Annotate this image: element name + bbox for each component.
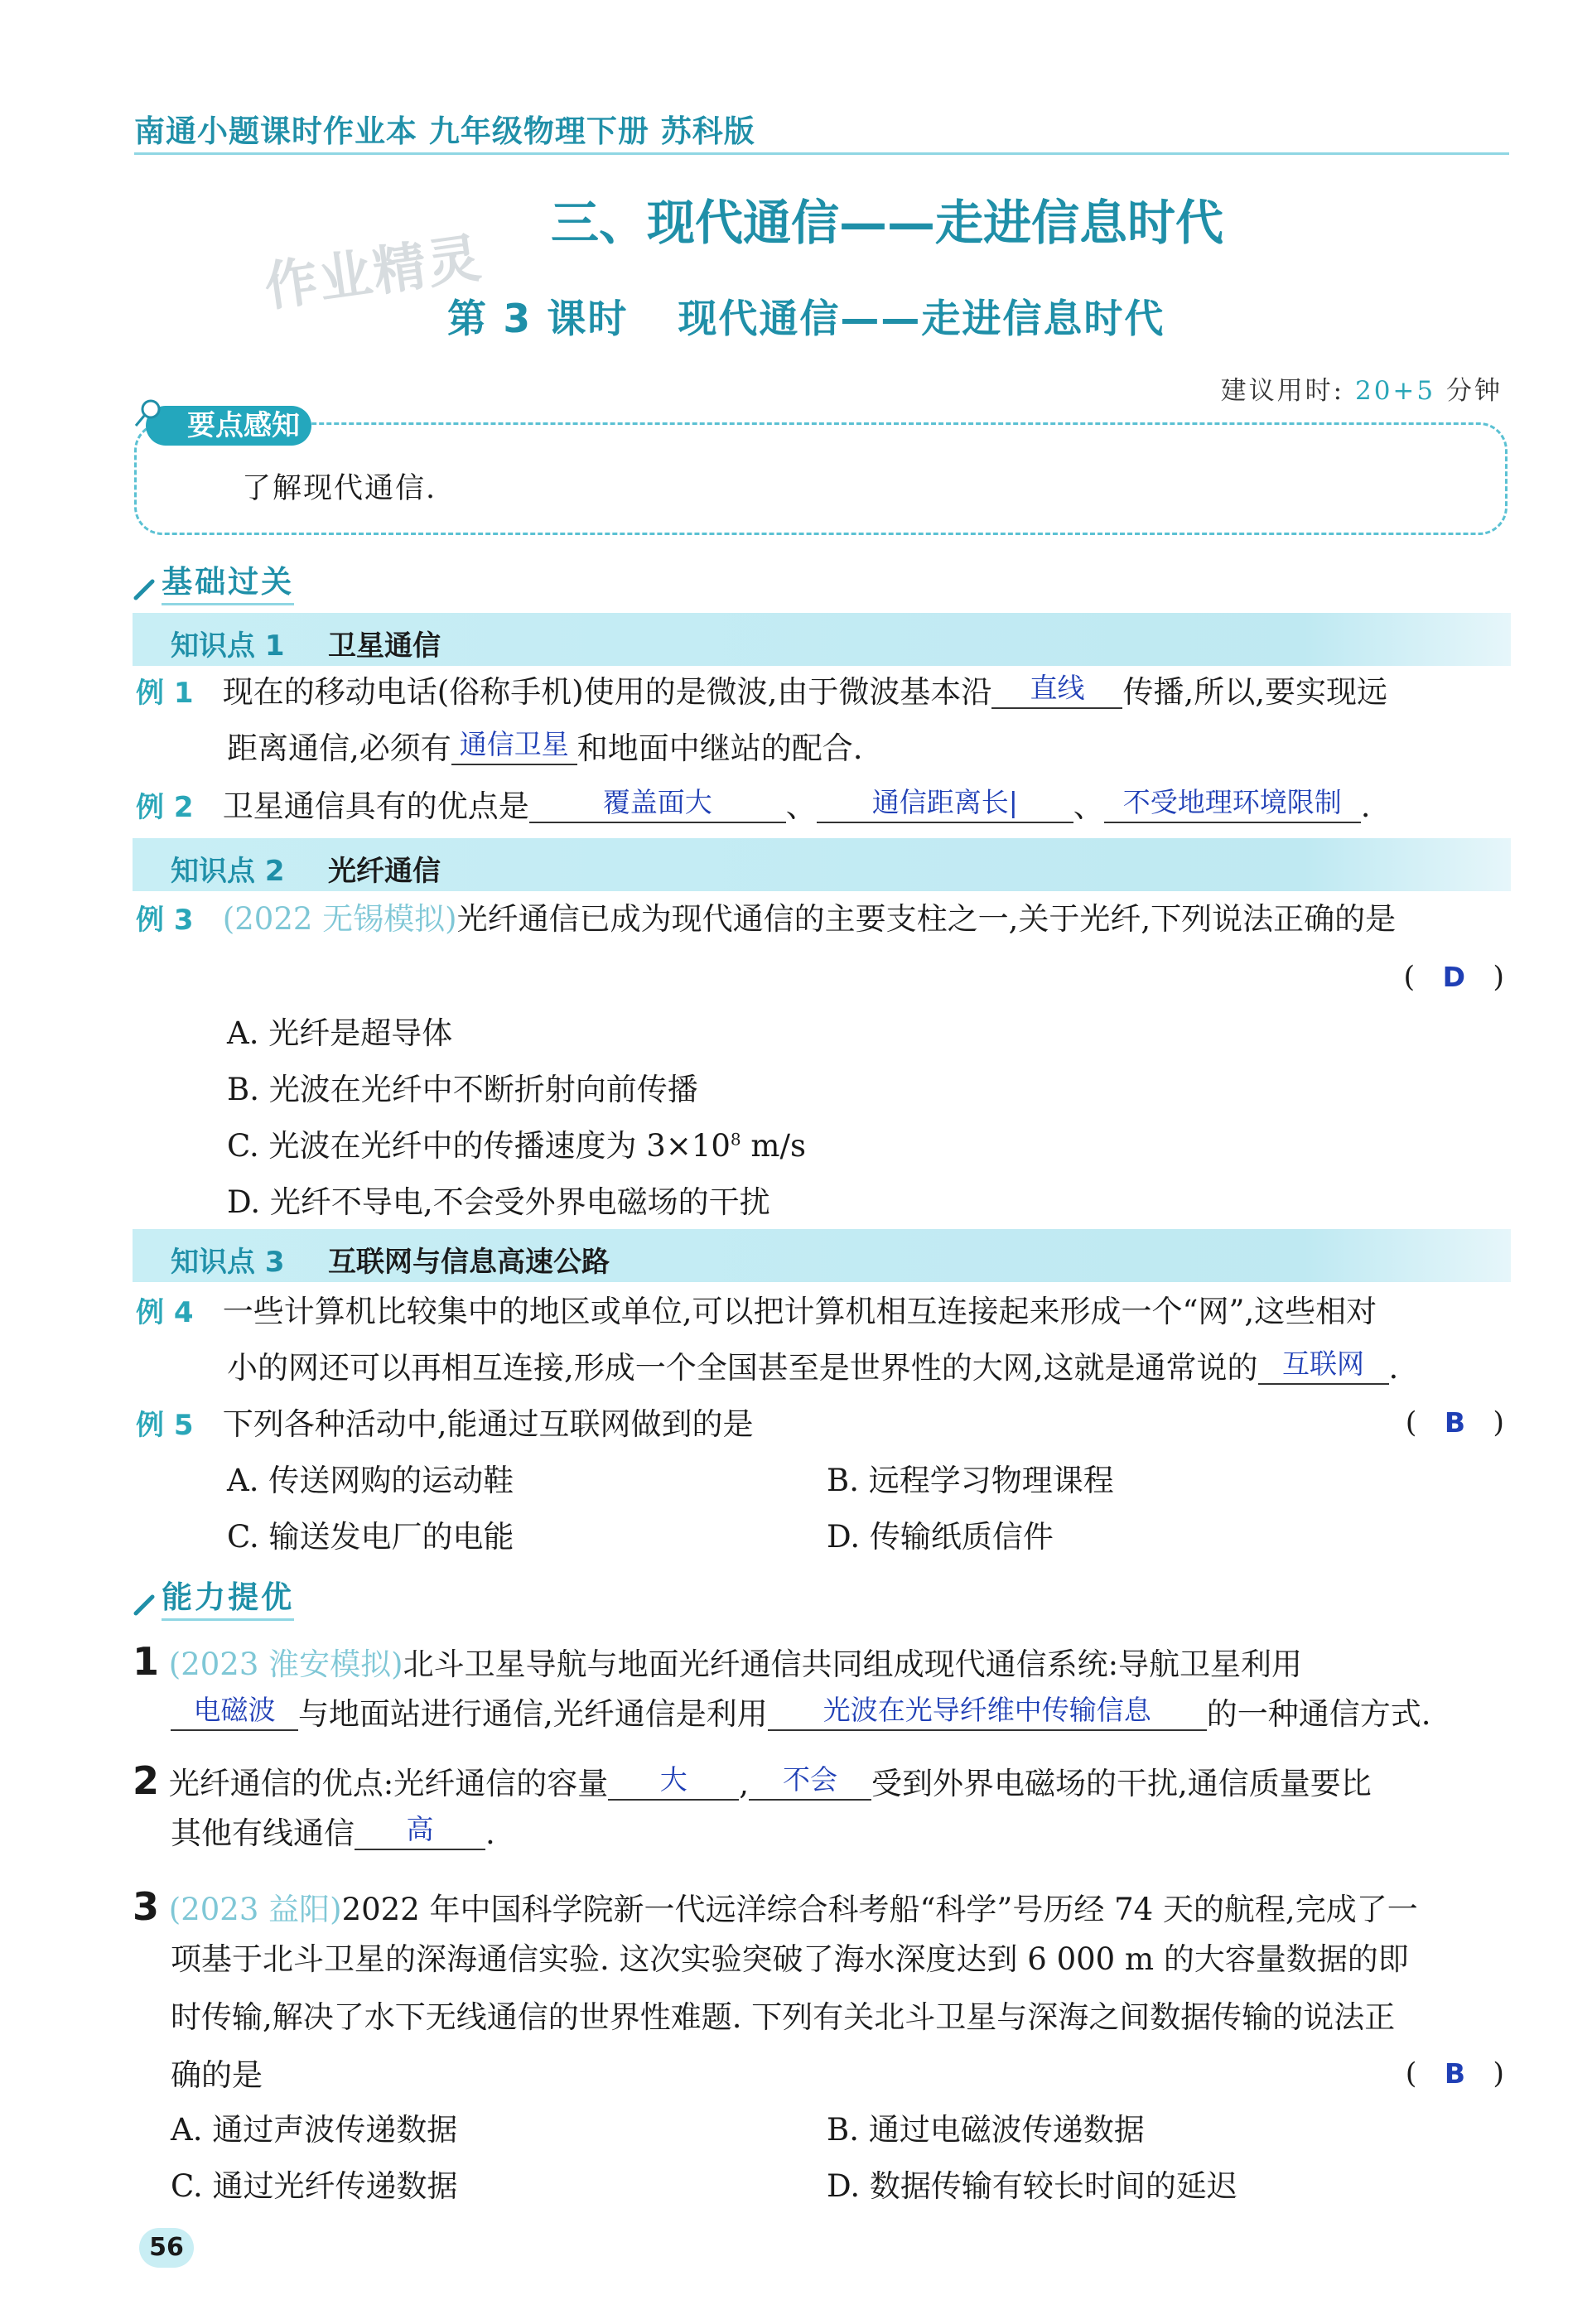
example-4-line-2 xyxy=(227,1347,1398,1390)
question-text: 确的是 xyxy=(171,2057,263,2093)
example-text: 光纤通信已成为现代通信的主要支柱之一,关于光纤,下列说法正确的是 xyxy=(456,901,1397,937)
option: D. 光纤不导电,不会受外界电磁场的干扰 xyxy=(227,1184,770,1220)
question-text: 其他有线通信 xyxy=(171,1815,355,1851)
example-text: 传播,所以,要实现远 xyxy=(1122,674,1387,710)
option: C. 通过光纤传递数据 xyxy=(171,2168,458,2204)
question-source: (2023 益阳) xyxy=(168,1892,342,1927)
example-label: 例 1 xyxy=(136,677,194,710)
question-text: 与地面站进行通信,光纤通信是利用 xyxy=(298,1696,768,1732)
option: D. 传输纸质信件 xyxy=(827,1519,1054,1555)
answer-choice: B xyxy=(1444,1406,1465,1439)
option: B. 光波在光纤中不断折射向前传播 xyxy=(227,1072,698,1107)
question-2-line-2 xyxy=(171,1812,495,1855)
example-text: 现在的移动电话(俗称手机)使用的是微波,由于微波基本沿 xyxy=(222,674,992,710)
lesson-topic: 现代通信——走进信息时代 xyxy=(678,297,1165,342)
comma: , xyxy=(739,1766,750,1801)
example-text: 和地面中继站的配合. xyxy=(576,730,863,766)
answer-blank: 互联网 xyxy=(1258,1345,1389,1385)
option: A. 传送网购的运动鞋 xyxy=(227,1463,514,1498)
example-5 xyxy=(136,1403,754,1446)
option-text: C. 光波在光纤中的传播速度为 3×10 xyxy=(227,1128,731,1164)
time-unit: 分钟 xyxy=(1446,376,1503,406)
answer-choice: D xyxy=(1442,961,1465,993)
knowledge-point-band xyxy=(133,838,1511,891)
answer-parentheses: ( B ) xyxy=(1405,1406,1504,1439)
option: A. 通过声波传递数据 xyxy=(171,2112,458,2148)
unit: m/s xyxy=(741,1128,806,1164)
page-number: 56 xyxy=(139,2228,194,2268)
period: . xyxy=(485,1815,495,1851)
question-2 xyxy=(133,1754,1372,1807)
lesson-number: 第 3 课时 xyxy=(447,297,629,342)
example-2 xyxy=(136,785,1371,828)
answer-blank: 光波在光导纤维中传输信息 xyxy=(768,1691,1207,1731)
header-divider xyxy=(134,152,1509,155)
period: . xyxy=(1360,788,1371,824)
key-points-tag: 要点感知 xyxy=(146,406,311,446)
question-1 xyxy=(133,1635,1302,1688)
watermark: 作业精灵 xyxy=(260,227,486,319)
question-source: (2022 无锡模拟) xyxy=(222,901,457,937)
period: . xyxy=(1388,1350,1399,1386)
answer-blank: 通信卫星 xyxy=(451,726,577,765)
example-1-line-2 xyxy=(227,727,863,770)
answer-blank: 不受地理环境限制 xyxy=(1104,784,1361,823)
question-text: 光纤通信的优点:光纤通信的容量 xyxy=(168,1766,609,1801)
question-text: 北斗卫星导航与地面光纤通信共同组成现代通信系统:导航卫星利用 xyxy=(403,1647,1303,1682)
example-label: 例 4 xyxy=(136,1296,194,1329)
time-value: 20+5 xyxy=(1354,376,1436,406)
option: B. 通过电磁波传递数据 xyxy=(827,2112,1145,2148)
option: C. 输送发电厂的电能 xyxy=(227,1519,514,1555)
knowledge-point-name: 卫星通信 xyxy=(328,629,441,663)
knowledge-point-band xyxy=(133,1229,1511,1282)
basic-heading-label: 基础过关 xyxy=(162,564,294,605)
example-text: 小的网还可以再相互连接,形成一个全国甚至是世界性的大网,这就是通常说的 xyxy=(227,1350,1258,1386)
question-number: 3 xyxy=(133,1884,160,1929)
knowledge-point-number: 知识点 1 xyxy=(171,629,285,663)
knowledge-point-name: 光纤通信 xyxy=(328,855,441,888)
advanced-heading-label: 能力提优 xyxy=(162,1579,294,1621)
answer-blank: 大 xyxy=(608,1761,739,1801)
book-header: 南通小题课时作业本 九年级物理下册 苏科版 xyxy=(134,113,755,149)
question-text: 项基于北斗卫星的深海通信实验. 这次实验突破了海水深度达到 6 000 m 的大容量数据的即 xyxy=(171,1941,1409,1977)
question-text: 的一种通信方式. xyxy=(1206,1696,1431,1732)
separator: 、 xyxy=(1073,788,1104,824)
pencil-icon xyxy=(133,1592,157,1617)
question-text: 受到外界电磁场的干扰,通信质量要比 xyxy=(871,1766,1372,1801)
answer-parentheses: ( B ) xyxy=(1405,2057,1504,2090)
pushpin-icon xyxy=(133,398,166,431)
example-3 xyxy=(136,898,1396,941)
answer-blank: 通信距离长| xyxy=(817,784,1073,823)
example-1 xyxy=(136,671,1387,714)
lesson-subtitle xyxy=(447,288,1165,344)
question-3 xyxy=(133,1880,1418,1933)
question-text: 时传输,解决了水下无线通信的世界性难题. 下列有关北斗卫星与深海之间数据传输的说法正 xyxy=(171,1999,1396,2035)
question-text: 2022 年中国科学院新一代远洋综合科考船“科学”号历经 74 天的航程,完成了一 xyxy=(341,1892,1418,1927)
example-label: 例 5 xyxy=(136,1409,194,1442)
knowledge-point-name: 互联网与信息高速公路 xyxy=(328,1246,610,1279)
pencil-icon xyxy=(133,576,157,601)
example-text: 卫星通信具有的优点是 xyxy=(222,788,529,824)
key-points-text: 了解现代通信. xyxy=(242,472,437,505)
answer-blank: 不会 xyxy=(749,1761,871,1801)
example-text: 下列各种活动中,能通过互联网做到的是 xyxy=(222,1406,754,1442)
answer-blank: 电磁波 xyxy=(171,1691,298,1731)
question-number: 1 xyxy=(133,1639,160,1684)
knowledge-point-number: 知识点 2 xyxy=(171,855,285,888)
knowledge-point-band xyxy=(133,613,1511,666)
option: A. 光纤是超导体 xyxy=(227,1015,453,1051)
example-label: 例 2 xyxy=(136,791,194,824)
answer-blank: 直线 xyxy=(991,669,1122,709)
question-source: (2023 淮安模拟) xyxy=(168,1647,403,1682)
suggested-time xyxy=(1221,369,1503,407)
option xyxy=(227,1125,806,1168)
basic-section-heading xyxy=(133,557,294,601)
answer-blank: 高 xyxy=(355,1811,485,1850)
example-label: 例 3 xyxy=(136,904,194,937)
answer-choice: B xyxy=(1444,2057,1465,2090)
separator: 、 xyxy=(785,788,817,824)
option: D. 数据传输有较长时间的延迟 xyxy=(827,2168,1237,2204)
answer-blank: 覆盖面大 xyxy=(529,784,786,823)
chapter-title: 三、现代通信——走进信息时代 xyxy=(550,195,1223,251)
time-label: 建议用时: xyxy=(1220,376,1345,406)
question-1-line-2 xyxy=(171,1693,1431,1736)
option: B. 远程学习物理课程 xyxy=(827,1463,1114,1498)
knowledge-point-number: 知识点 3 xyxy=(171,1246,285,1279)
example-text: 一些计算机比较集中的地区或单位,可以把计算机相互连接起来形成一个“网”,这些相对 xyxy=(222,1294,1377,1329)
example-text: 距离通信,必须有 xyxy=(227,730,451,766)
answer-parentheses: ( D ) xyxy=(1403,961,1504,994)
question-number: 2 xyxy=(133,1758,160,1803)
exponent: 8 xyxy=(730,1129,741,1150)
example-4 xyxy=(136,1290,1377,1333)
advanced-section-heading xyxy=(133,1572,294,1617)
